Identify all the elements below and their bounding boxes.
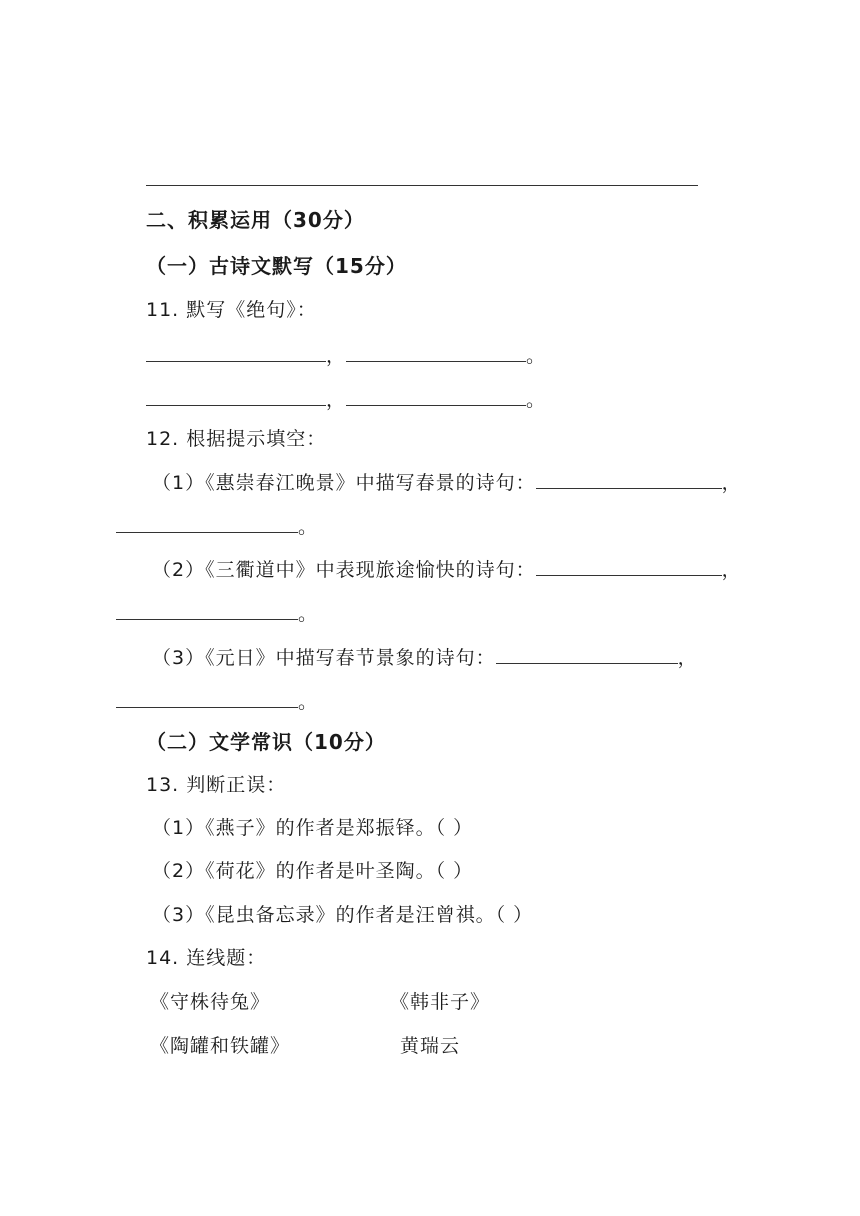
answer-blank[interactable] (346, 387, 526, 406)
q14-left-item-2[interactable]: 《陶罐和铁罐》 (150, 1035, 291, 1057)
answer-line-top (146, 185, 698, 186)
q13-item-1: （1）《燕子》的作者是郑振铎。（ ） (152, 817, 474, 839)
q12-item-1 (152, 470, 742, 495)
subsection-title-literature: （二）文学常识（10分） (146, 730, 386, 754)
q12-item-3-continuation (116, 689, 318, 714)
punct-period: 。 (526, 389, 547, 411)
punct-comma: ， (677, 647, 698, 669)
q11-label: 11. 默写《绝句》： (146, 299, 317, 321)
answer-blank[interactable] (146, 343, 326, 362)
answer-blank[interactable] (116, 601, 298, 620)
q12-item-text: （1）《惠崇春江晚景》中描写春景的诗句： (152, 472, 536, 494)
subsection-title-poetry: （一）古诗文默写（15分） (146, 254, 407, 278)
q11-blank-row-2 (146, 387, 546, 412)
answer-blank[interactable] (536, 557, 722, 576)
q14-right-item-2[interactable]: 黄瑞云 (400, 1035, 461, 1057)
punct-comma: ， (326, 345, 347, 367)
section-title: 二、积累运用（30分） (146, 208, 365, 232)
answer-blank[interactable] (116, 689, 298, 708)
q12-label: 12. 根据提示填空： (146, 428, 327, 450)
punct-comma: ， (326, 389, 347, 411)
q14-label: 14. 连线题： (146, 947, 267, 969)
q14-right-item-1[interactable]: 《韩非子》 (390, 991, 491, 1013)
answer-blank[interactable] (496, 645, 678, 664)
q13-item-3: （3）《昆虫备忘录》的作者是汪曾祺。（ ） (152, 904, 534, 926)
punct-period: 。 (298, 516, 319, 538)
answer-blank[interactable] (146, 387, 326, 406)
q12-item-2 (152, 557, 742, 582)
answer-blank[interactable] (536, 470, 722, 489)
q11-blank-row-1 (146, 343, 546, 368)
answer-blank[interactable] (346, 343, 526, 362)
q12-item-text: （3）《元日》中描写春节景象的诗句： (152, 647, 496, 669)
punct-comma: ， (721, 472, 742, 494)
q14-left-item-1[interactable]: 《守株待兔》 (150, 991, 271, 1013)
q13-label: 13. 判断正误： (146, 774, 287, 796)
q13-item-2: （2）《荷花》的作者是叶圣陶。（ ） (152, 860, 474, 882)
q12-item-3 (152, 645, 698, 670)
punct-period: 。 (298, 691, 319, 713)
q12-item-2-continuation (116, 601, 318, 626)
q12-item-text: （2）《三衢道中》中表现旅途愉快的诗句： (152, 559, 536, 581)
q12-item-1-continuation (116, 514, 318, 539)
punct-period: 。 (526, 345, 547, 367)
punct-period: 。 (298, 603, 319, 625)
punct-comma: ， (721, 559, 742, 581)
answer-blank[interactable] (116, 514, 298, 533)
